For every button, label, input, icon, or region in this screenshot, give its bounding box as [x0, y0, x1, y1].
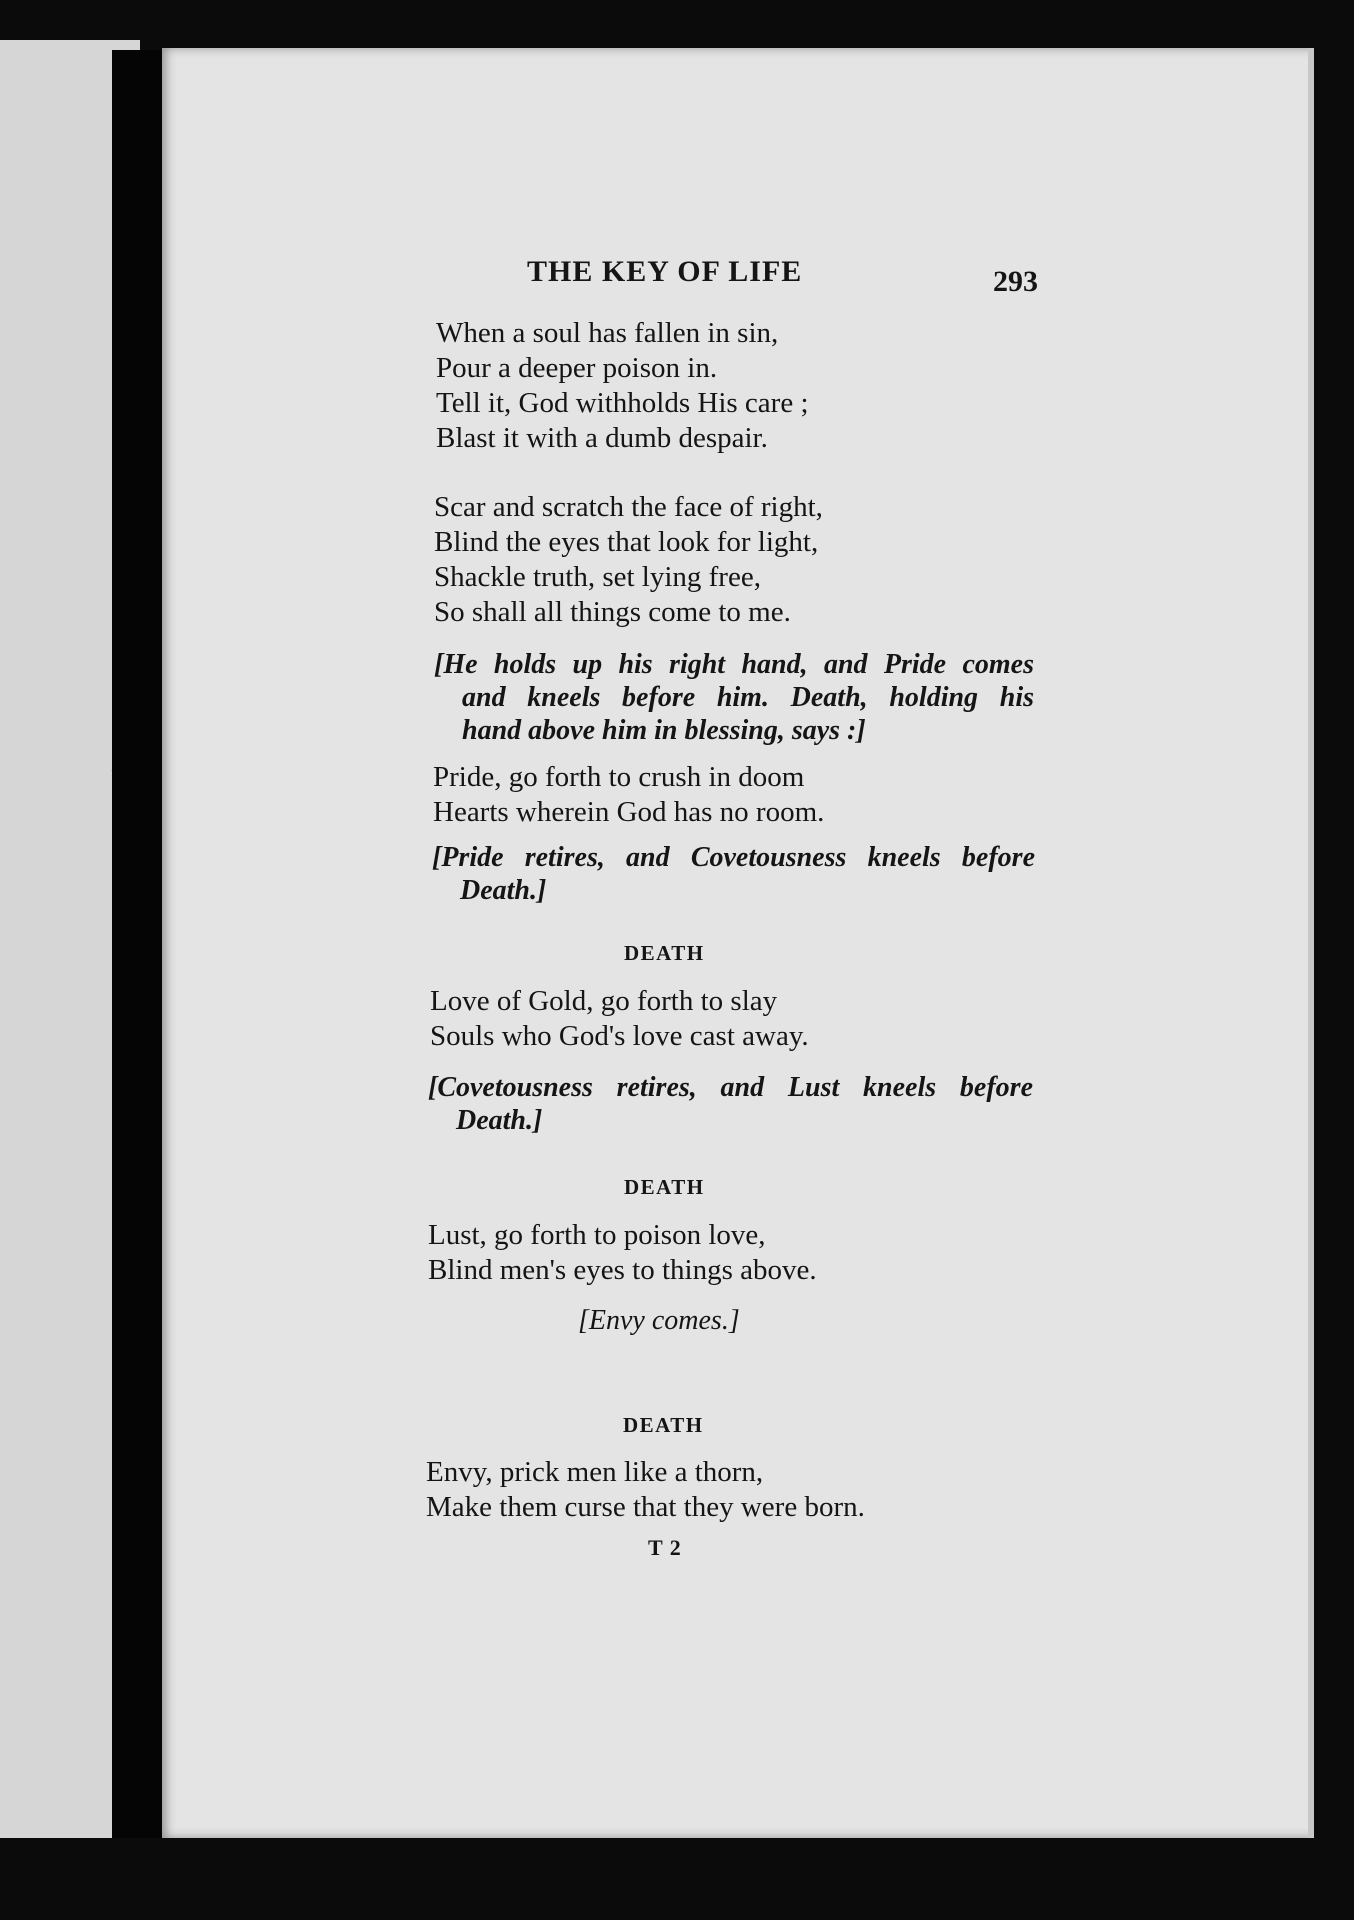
stanza [434, 490, 823, 630]
verse-line: Love of Gold, go forth to slay [430, 985, 778, 1017]
running-title: THE KEY OF LIFE [527, 255, 803, 288]
stage-line: Death.] [456, 1105, 543, 1136]
verse-line: Souls who God's love cast away. [430, 1020, 809, 1052]
speaker-name: DEATH [624, 1175, 705, 1199]
stage-direction [434, 648, 1034, 747]
page-number: 293 [993, 265, 1038, 298]
speaker-name: DEATH [623, 1413, 704, 1437]
stage-line: [Covetousness retires, and Lust kneels before [428, 1072, 1033, 1103]
verse-line: Envy, prick men like a thorn, [426, 1456, 764, 1488]
stage-line: hand above him in blessing, says :] [462, 715, 866, 746]
book-spine [112, 50, 164, 1840]
page-edge [1308, 48, 1314, 1838]
verse-line: Hearts wherein God has no room. [433, 796, 825, 828]
stage-direction [428, 1071, 1033, 1137]
verse-line: Lust, go forth to poison love, [428, 1219, 766, 1251]
verse-line: Blast it with a dumb despair. [436, 422, 768, 454]
verse-line: Blind men's eyes to things above. [428, 1254, 817, 1286]
stage-direction [432, 841, 1035, 907]
stage-line: [He holds up his right hand, and Pride comes [434, 649, 1034, 680]
verse-line: Blind the eyes that look for light, [434, 526, 819, 558]
stage-line: Death.] [460, 875, 547, 906]
stanza [430, 984, 809, 1054]
verse-line: Pour a deeper poison in. [436, 352, 718, 384]
stage-direction [578, 1304, 740, 1337]
stanza [428, 1218, 817, 1288]
verse-line: When a soul has fallen in sin, [436, 317, 779, 349]
verse-line: Shackle truth, set lying free, [434, 561, 761, 593]
verse-line: Pride, go forth to crush in doom [433, 761, 805, 793]
stage-line: [Envy comes.] [578, 1305, 740, 1336]
stage-line: and kneels before him. Death, holding his [462, 682, 1034, 713]
speaker-name: DEATH [624, 941, 705, 965]
scan-background [0, 1838, 1354, 1920]
stanza [436, 316, 809, 456]
verse-line: Tell it, God withholds His care ; [436, 387, 809, 419]
stanza [426, 1455, 865, 1525]
stage-line: [Pride retires, and Covetousness kneels before [432, 842, 1035, 873]
verse-line: Scar and scratch the face of right, [434, 491, 823, 523]
signature-mark: T 2 [648, 1535, 682, 1560]
verse-line: Make them curse that they were born. [426, 1491, 865, 1523]
verse-line: So shall all things come to me. [434, 596, 791, 628]
stanza [433, 760, 824, 830]
